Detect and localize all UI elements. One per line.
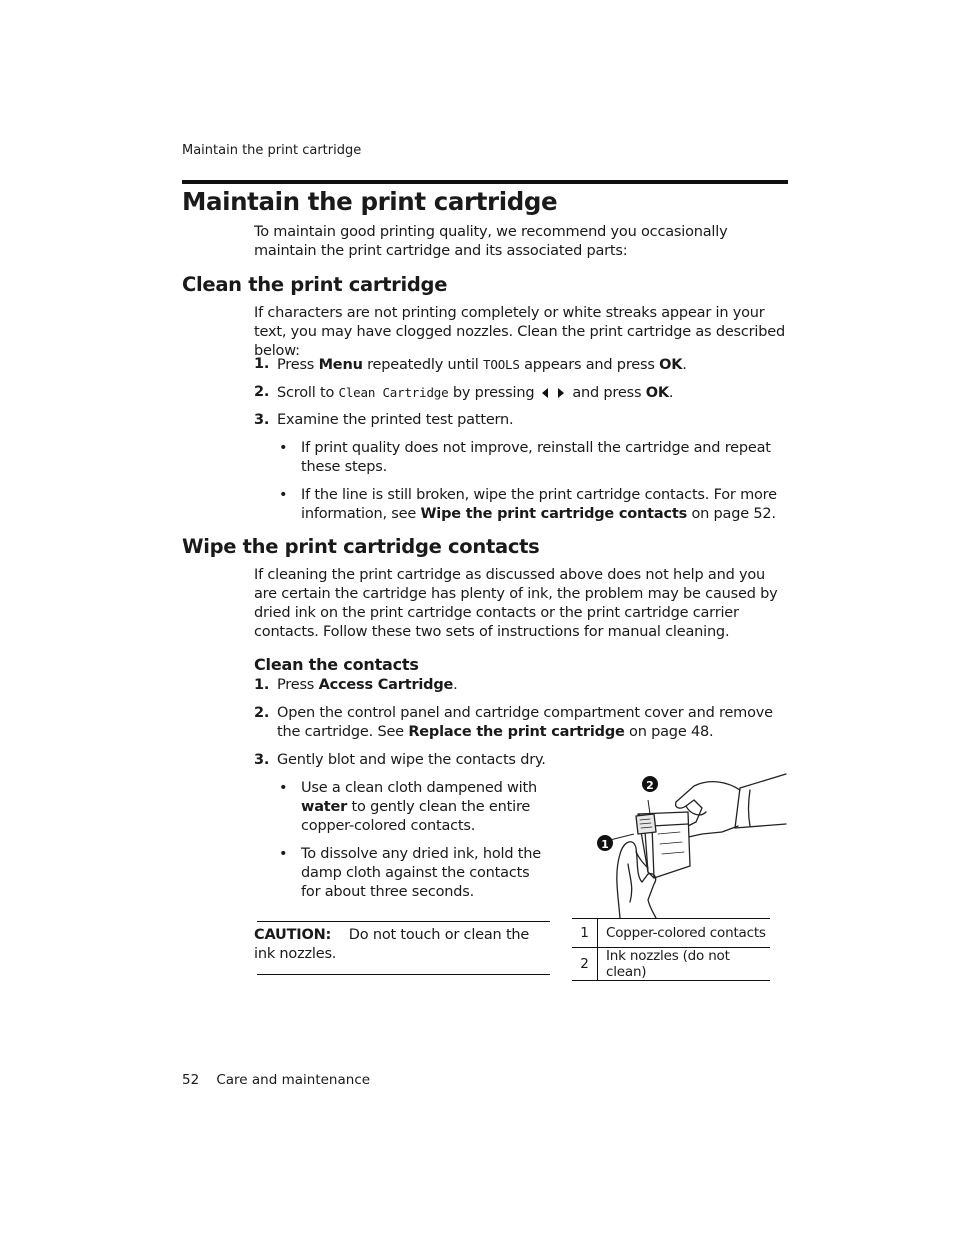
step-number: 3. bbox=[254, 412, 270, 428]
clean-intro: If characters are not printing completely or white streaks appear in your text, you may have clogged nozzles. Clean the print cartridge as described below: bbox=[254, 305, 785, 359]
clean-step-2: 2. Scroll to Clean Cartridge by pressing and press OK. bbox=[254, 384, 674, 401]
bullet-icon: • bbox=[279, 846, 288, 862]
page-title: Maintain the print cartridge bbox=[182, 187, 558, 216]
section-heading-wipe: Wipe the print cartridge contacts bbox=[182, 535, 540, 558]
caution-note bbox=[254, 926, 550, 964]
table-row bbox=[572, 948, 770, 981]
step-number: 2. bbox=[254, 384, 270, 400]
link-wipe-contacts[interactable]: Wipe the print cartridge contacts bbox=[420, 506, 688, 522]
step-number: 1. bbox=[254, 677, 270, 693]
legend-number: 2 bbox=[572, 948, 598, 981]
clean-step-3: 3. Examine the printed test pattern. bbox=[254, 412, 514, 428]
tools-menu-text: TOOLS bbox=[483, 357, 520, 372]
step-number: 2. bbox=[254, 705, 270, 721]
title-rule bbox=[182, 180, 788, 184]
page-footer bbox=[182, 1072, 370, 1088]
right-arrow-icon bbox=[558, 388, 564, 398]
wipe-step-1: 1. Press Access Cartridge. bbox=[254, 677, 458, 693]
step-number: 1. bbox=[254, 356, 270, 372]
page-number: 52 bbox=[182, 1072, 200, 1088]
table-row bbox=[572, 919, 770, 948]
bullet-icon: • bbox=[279, 487, 288, 503]
legend-label: Copper-colored contacts bbox=[606, 925, 766, 941]
caution-top-rule bbox=[257, 921, 550, 922]
clean-cartridge-menu-text: Clean Cartridge bbox=[338, 385, 449, 400]
wipe-intro: If cleaning the print cartridge as discussed above does not help and you are certain the cartridge has plenty of ink, the problem may be caused by dried ink on the print cartridge contacts or the print cartridge carrier contacts. Follow these two sets of instructions for manual cleaning. bbox=[254, 567, 778, 640]
caution-bottom-rule bbox=[257, 974, 550, 975]
bullet-icon: • bbox=[279, 780, 288, 796]
legend-label: Ink nozzles (do not clean) bbox=[606, 948, 730, 980]
sleeve-outline bbox=[735, 774, 786, 828]
clean-bullet-2: • If the line is still broken, wipe the print cartridge contacts. For more information, see Wipe the print cartridge contacts on page 52. bbox=[279, 487, 777, 522]
figure-legend-table bbox=[572, 918, 770, 981]
wipe-step-2: 2. Open the control panel and cartridge compartment cover and remove the cartridge. See Replace the print cartridge on page 48. bbox=[254, 705, 773, 740]
link-replace-cartridge[interactable]: Replace the print cartridge bbox=[408, 724, 625, 740]
bullet-icon: • bbox=[279, 440, 288, 456]
clean-bullet-1: • If print quality does not improve, reinstall the cartridge and repeat these steps. bbox=[279, 440, 771, 475]
contacts-panel bbox=[636, 814, 656, 834]
step-number: 3. bbox=[254, 752, 270, 768]
caution-label: CAUTION: bbox=[254, 927, 332, 943]
intro-paragraph: To maintain good printing quality, we recommend you occasionally maintain the print cartridge and its associated parts: bbox=[254, 224, 728, 259]
section-heading-clean: Clean the print cartridge bbox=[182, 273, 448, 296]
wipe-bullet-2: • To dissolve any dried ink, hold the damp cloth against the contacts for about three seconds. bbox=[279, 846, 541, 900]
caution-text: Do not touch or clean the ink nozzles. bbox=[254, 927, 530, 962]
wipe-bullet-1: • Use a clean cloth dampened with water to gently clean the entire copper-colored contacts. bbox=[279, 780, 537, 834]
left-arrow-icon bbox=[542, 388, 548, 398]
footer-section: Care and maintenance bbox=[216, 1072, 371, 1088]
wipe-step-3: 3. Gently blot and wipe the contacts dry. bbox=[254, 752, 546, 768]
running-head: Maintain the print cartridge bbox=[182, 143, 362, 158]
clean-step-1: 1. Press Menu repeatedly until TOOLS appears and press OK. bbox=[254, 356, 687, 373]
svg-text:1: 1 bbox=[601, 838, 609, 851]
cartridge-cleaning-illustration bbox=[590, 768, 790, 918]
svg-text:2: 2 bbox=[646, 779, 654, 792]
legend-number: 1 bbox=[572, 919, 598, 948]
subheading-clean-contacts: Clean the contacts bbox=[254, 655, 419, 674]
